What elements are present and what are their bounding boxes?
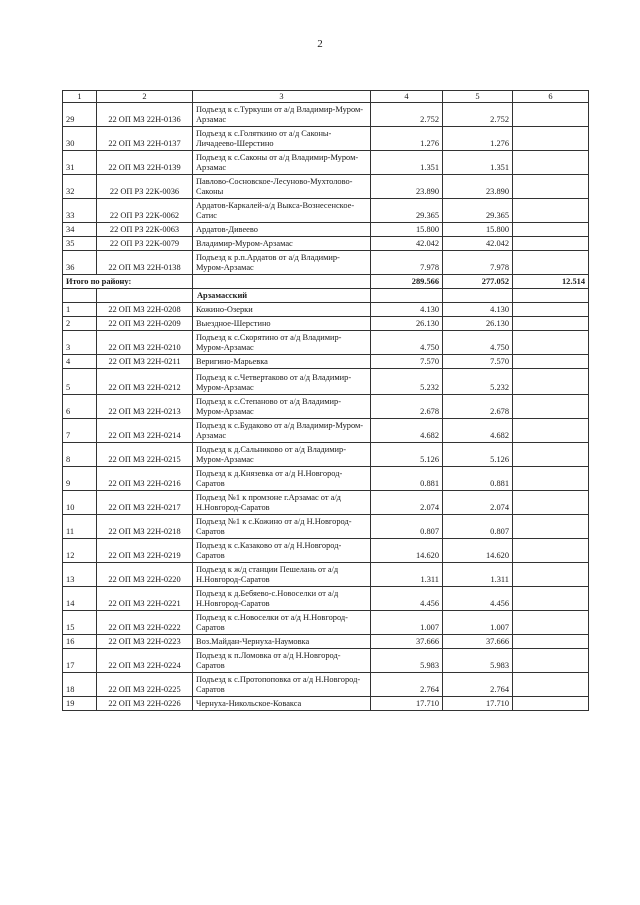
length-cell: 2.764 (371, 673, 443, 697)
road-name-cell: Владимир-Муром-Арзамас (193, 237, 371, 251)
column-header: 1 (63, 91, 97, 103)
empty-cell (63, 289, 97, 303)
road-code-cell: 22 ОП МЗ 22Н-0222 (97, 611, 193, 635)
table-row (63, 317, 589, 331)
table-row (63, 587, 589, 611)
empty-cell (371, 289, 443, 303)
table-row (63, 515, 589, 539)
road-code-cell: 22 ОП МЗ 22Н-0211 (97, 355, 193, 369)
table-row (63, 635, 589, 649)
length-cell-2: 5.126 (443, 443, 513, 467)
length-cell: 17.710 (371, 697, 443, 711)
road-name-cell: Подъезд к с.Голяткино от а/д Саконы-Личадеево-Шерстино (193, 127, 371, 151)
length-cell-2: 15.800 (443, 223, 513, 237)
road-name-cell: Кожино-Озерки (193, 303, 371, 317)
extra-cell (513, 649, 589, 673)
length-cell: 4.682 (371, 419, 443, 443)
road-code-cell: 22 ОП МЗ 22Н-0209 (97, 317, 193, 331)
road-name-cell: Подъезд к д.Сальниково от а/д Владимир-Муром-Арзамас (193, 443, 371, 467)
row-number-cell: 1 (63, 303, 97, 317)
road-name-cell: Подъезд к с.Казаково от а/д Н.Новгород-Саратов (193, 539, 371, 563)
column-header: 5 (443, 91, 513, 103)
length-cell-2: 14.620 (443, 539, 513, 563)
row-number-cell: 6 (63, 395, 97, 419)
row-number-cell: 30 (63, 127, 97, 151)
road-name-cell: Подъезд к с.Скорятино от а/д Владимир-Муром-Арзамас (193, 331, 371, 355)
length-cell-2: 0.881 (443, 467, 513, 491)
length-cell: 23.890 (371, 175, 443, 199)
length-cell: 1.351 (371, 151, 443, 175)
length-cell-2: 26.130 (443, 317, 513, 331)
extra-cell (513, 369, 589, 395)
length-cell-2: 2.764 (443, 673, 513, 697)
row-number-cell: 33 (63, 199, 97, 223)
total-extra-cell: 12.514 (513, 275, 589, 289)
extra-cell (513, 303, 589, 317)
row-number-cell: 16 (63, 635, 97, 649)
road-name-cell: Подъезд к с.Протопоповка от а/д Н.Новгород-Саратов (193, 673, 371, 697)
road-name-cell: Подъезд к с.Саконы от а/д Владимир-Муром-Арзамас (193, 151, 371, 175)
road-name-cell: Подъезд к р.п.Ардатов от а/д Владимир-Муром-Арзамас (193, 251, 371, 275)
row-number-cell: 19 (63, 697, 97, 711)
row-number-cell: 2 (63, 317, 97, 331)
road-code-cell: 22 ОП МЗ 22Н-0215 (97, 443, 193, 467)
length-cell: 7.978 (371, 251, 443, 275)
row-number-cell: 35 (63, 237, 97, 251)
extra-cell (513, 199, 589, 223)
extra-cell (513, 251, 589, 275)
row-number-cell: 5 (63, 369, 97, 395)
length-cell-2: 1.351 (443, 151, 513, 175)
length-cell-2: 7.570 (443, 355, 513, 369)
road-name-cell: Чернуха-Никольское-Коваксa (193, 697, 371, 711)
extra-cell (513, 317, 589, 331)
road-name-cell: Подъезд №1 к с.Кожино от а/д Н.Новгород-Саратов (193, 515, 371, 539)
length-cell-2: 4.682 (443, 419, 513, 443)
row-number-cell: 11 (63, 515, 97, 539)
road-code-cell: 22 ОП МЗ 22Н-0210 (97, 331, 193, 355)
length-cell: 0.807 (371, 515, 443, 539)
road-name-cell: Подъезд к п.Ломовка от а/д Н.Новгород-Саратов (193, 649, 371, 673)
length-cell: 42.042 (371, 237, 443, 251)
length-cell: 2.678 (371, 395, 443, 419)
table-row (63, 223, 589, 237)
extra-cell (513, 355, 589, 369)
length-cell: 15.800 (371, 223, 443, 237)
road-name-cell: Подъезд к с.Туркуши от а/д Владимир-Муром-Арзамас (193, 103, 371, 127)
road-name-cell: Подъезд к с.Новоселки от а/д Н.Новгород-Саратов (193, 611, 371, 635)
column-number-header-row (63, 91, 589, 103)
length-cell: 1.007 (371, 611, 443, 635)
table-row (63, 355, 589, 369)
table-row (63, 649, 589, 673)
length-cell: 0.881 (371, 467, 443, 491)
road-name-cell: Ардатов-Каркалей-а/д Выкса-Вознесенское-Сатис (193, 199, 371, 223)
extra-cell (513, 467, 589, 491)
row-number-cell: 15 (63, 611, 97, 635)
empty-cell (443, 289, 513, 303)
row-number-cell: 9 (63, 467, 97, 491)
road-name-cell: Павлово-Сосновское-Лесуново-Мухтолово-Саконы (193, 175, 371, 199)
length-cell-2: 17.710 (443, 697, 513, 711)
road-name-cell: Ардатов-Дивеево (193, 223, 371, 237)
table-row (63, 563, 589, 587)
length-cell-2: 5.983 (443, 649, 513, 673)
district-total-row (63, 275, 589, 289)
table-row (63, 369, 589, 395)
road-code-cell: 22 ОП МЗ 22Н-0208 (97, 303, 193, 317)
extra-cell (513, 673, 589, 697)
extra-cell (513, 419, 589, 443)
road-name-cell: Подъезд к д.Князевка от а/д Н.Новгород-Саратов (193, 467, 371, 491)
table-row (63, 443, 589, 467)
extra-cell (513, 515, 589, 539)
length-cell: 4.456 (371, 587, 443, 611)
row-number-cell: 10 (63, 491, 97, 515)
total-length-cell: 289.566 (371, 275, 443, 289)
row-number-cell: 8 (63, 443, 97, 467)
table-row (63, 467, 589, 491)
road-code-cell: 22 ОП МЗ 22Н-0213 (97, 395, 193, 419)
road-name-cell: Выездное-Шерстино (193, 317, 371, 331)
table-row (63, 395, 589, 419)
length-cell-2: 7.978 (443, 251, 513, 275)
extra-cell (513, 491, 589, 515)
row-number-cell: 12 (63, 539, 97, 563)
length-cell-2: 42.042 (443, 237, 513, 251)
road-code-cell: 22 ОП МЗ 22Н-0139 (97, 151, 193, 175)
extra-cell (513, 127, 589, 151)
road-code-cell: 22 ОП МЗ 22Н-0214 (97, 419, 193, 443)
column-header: 3 (193, 91, 371, 103)
total-length-cell-2: 277.052 (443, 275, 513, 289)
row-number-cell: 3 (63, 331, 97, 355)
extra-cell (513, 697, 589, 711)
page-number: 2 (317, 38, 323, 50)
extra-cell (513, 587, 589, 611)
road-code-cell: 22 ОП МЗ 22Н-0224 (97, 649, 193, 673)
empty-cell (97, 289, 193, 303)
row-number-cell: 7 (63, 419, 97, 443)
extra-cell (513, 103, 589, 127)
length-cell: 1.276 (371, 127, 443, 151)
road-name-cell: Подъезд к с.Будаково от а/д Владимир-Муром-Арзамас (193, 419, 371, 443)
row-number-cell: 32 (63, 175, 97, 199)
length-cell: 5.232 (371, 369, 443, 395)
table-row (63, 175, 589, 199)
row-number-cell: 4 (63, 355, 97, 369)
road-code-cell: 22 ОП РЗ 22К-0079 (97, 237, 193, 251)
length-cell: 4.750 (371, 331, 443, 355)
length-cell: 2.752 (371, 103, 443, 127)
length-cell-2: 29.365 (443, 199, 513, 223)
extra-cell (513, 175, 589, 199)
length-cell-2: 4.130 (443, 303, 513, 317)
table-row (63, 673, 589, 697)
road-code-cell: 22 ОП МЗ 22Н-0225 (97, 673, 193, 697)
length-cell-2: 2.678 (443, 395, 513, 419)
table-row (63, 251, 589, 275)
extra-cell (513, 443, 589, 467)
table-body (63, 91, 589, 711)
extra-cell (513, 395, 589, 419)
row-number-cell: 34 (63, 223, 97, 237)
table-row (63, 303, 589, 317)
empty-cell (513, 289, 589, 303)
length-cell: 2.074 (371, 491, 443, 515)
extra-cell (513, 563, 589, 587)
row-number-cell: 14 (63, 587, 97, 611)
length-cell-2: 1.311 (443, 563, 513, 587)
table-row (63, 151, 589, 175)
road-name-cell: Подъезд к с.Четвертаково от а/д Владимир-Муром-Арзамас (193, 369, 371, 395)
road-name-cell: Веригино-Марьевка (193, 355, 371, 369)
extra-cell (513, 331, 589, 355)
row-number-cell: 18 (63, 673, 97, 697)
table-row (63, 419, 589, 443)
road-code-cell: 22 ОП МЗ 22Н-0136 (97, 103, 193, 127)
road-code-cell: 22 ОП МЗ 22Н-0223 (97, 635, 193, 649)
length-cell-2: 5.232 (443, 369, 513, 395)
row-number-cell: 36 (63, 251, 97, 275)
road-code-cell: 22 ОП МЗ 22Н-0137 (97, 127, 193, 151)
length-cell-2: 37.666 (443, 635, 513, 649)
length-cell: 5.126 (371, 443, 443, 467)
road-code-cell: 22 ОП МЗ 22Н-0221 (97, 587, 193, 611)
extra-cell (513, 237, 589, 251)
road-code-cell: 22 ОП МЗ 22Н-0220 (97, 563, 193, 587)
road-register-table (62, 90, 589, 711)
road-name-cell: Подъезд к с.Степаново от а/д Владимир-Муром-Арзамас (193, 395, 371, 419)
table-row (63, 199, 589, 223)
length-cell-2: 4.750 (443, 331, 513, 355)
empty-cell (193, 275, 371, 289)
table-row (63, 611, 589, 635)
road-name-cell: Подъезд №1 к промзоне г.Арзамас от а/д Н.Новгород-Саратов (193, 491, 371, 515)
road-name-cell: Подъезд к д.Бебяево-с.Новоселки от а/д Н.Новгород-Саратов (193, 587, 371, 611)
table-row (63, 127, 589, 151)
length-cell-2: 2.074 (443, 491, 513, 515)
length-cell-2: 1.276 (443, 127, 513, 151)
table-row (63, 539, 589, 563)
column-header: 4 (371, 91, 443, 103)
road-code-cell: 22 ОП МЗ 22Н-0219 (97, 539, 193, 563)
length-cell: 37.666 (371, 635, 443, 649)
road-code-cell: 22 ОП РЗ 22К-0063 (97, 223, 193, 237)
table-row (63, 237, 589, 251)
extra-cell (513, 539, 589, 563)
length-cell-2: 2.752 (443, 103, 513, 127)
length-cell-2: 1.007 (443, 611, 513, 635)
length-cell: 1.311 (371, 563, 443, 587)
length-cell: 5.983 (371, 649, 443, 673)
row-number-cell: 31 (63, 151, 97, 175)
length-cell-2: 4.456 (443, 587, 513, 611)
table-row (63, 491, 589, 515)
length-cell: 7.570 (371, 355, 443, 369)
extra-cell (513, 635, 589, 649)
road-code-cell: 22 ОП МЗ 22Н-0216 (97, 467, 193, 491)
road-code-cell: 22 ОП МЗ 22Н-0217 (97, 491, 193, 515)
length-cell-2: 0.807 (443, 515, 513, 539)
extra-cell (513, 611, 589, 635)
road-code-cell: 22 ОП МЗ 22Н-0226 (97, 697, 193, 711)
row-number-cell: 13 (63, 563, 97, 587)
road-code-cell: 22 ОП РЗ 22К-0062 (97, 199, 193, 223)
extra-cell (513, 223, 589, 237)
road-name-cell: Воз.Майдан-Чернуха-Наумовка (193, 635, 371, 649)
column-header: 6 (513, 91, 589, 103)
row-number-cell: 29 (63, 103, 97, 127)
length-cell: 29.365 (371, 199, 443, 223)
length-cell: 14.620 (371, 539, 443, 563)
length-cell: 26.130 (371, 317, 443, 331)
road-name-cell: Подъезд к ж/д станции Пешелань от а/д Н.Новгород-Саратов (193, 563, 371, 587)
road-code-cell: 22 ОП МЗ 22Н-0212 (97, 369, 193, 395)
column-header: 2 (97, 91, 193, 103)
district-name: Арзамасский (193, 289, 371, 303)
table-row (63, 331, 589, 355)
total-label: Итого по району: (63, 275, 193, 289)
table-row (63, 697, 589, 711)
road-code-cell: 22 ОП МЗ 22Н-0218 (97, 515, 193, 539)
road-code-cell: 22 ОП РЗ 22К-0036 (97, 175, 193, 199)
extra-cell (513, 151, 589, 175)
length-cell-2: 23.890 (443, 175, 513, 199)
row-number-cell: 17 (63, 649, 97, 673)
length-cell: 4.130 (371, 303, 443, 317)
district-heading-row (63, 289, 589, 303)
table-row (63, 103, 589, 127)
road-code-cell: 22 ОП МЗ 22Н-0138 (97, 251, 193, 275)
